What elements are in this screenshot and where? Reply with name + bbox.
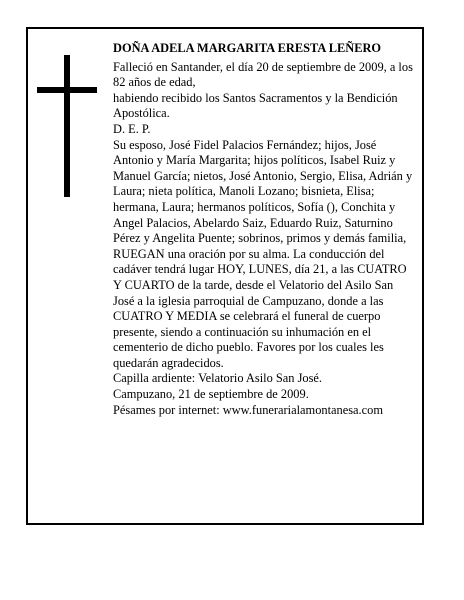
funeral-details: RUEGAN una oración por su alma. La conducción del cadáver tendrá lugar HOY, LUNES, día 21, a las CUATRO Y CUARTO de la tarde, desde el Velatorio del Asilo San José a la iglesia parroquial de Campuzano, donde a las CUATRO Y MEDIA se celebrará el funeral de cuerpo presente, siendo a continuación su inhumación en el cementerio de dicho pueblo. Favores por los cuales les quedarán agradecidos.: [113, 246, 407, 370]
family-list: Su esposo, José Fidel Palacios Fernández; hijos, José Antonio y María Margarita; hijos políticos, Isabel Ruiz y Manuel García; nietos, José Antonio, Sergio, Elisa, Adrián y Laura; nieta política, Manoli Lozano; bisnieta, Elisa; hermana, Laura; hermanos políticos, Sofía (), Conchita y Angel Palacios, Abelardo Saiz, Eduardo Ruiz, Saturnino Pérez y Angelita Puente; sobrinos, primos y demás familia,: [113, 137, 413, 246]
dep-line: D. E. P.: [113, 121, 151, 136]
cross-vertical-bar: [64, 55, 70, 197]
cross-horizontal-bar: [37, 87, 97, 93]
death-details: Falleció en Santander, el día 20 de septiembre de 2009, a los 82 años de edad,: [113, 59, 413, 90]
condolences-line: Pésames por internet: www.funerarialamontanesa.com: [113, 402, 383, 417]
obituary-text: [113, 41, 415, 418]
chapel-line: Capilla ardiente: Velatorio Asilo San José.: [113, 371, 322, 386]
deceased-name: DOÑA ADELA MARGARITA ERESTA LEÑERO: [113, 41, 382, 55]
sacraments-line: habiendo recibido los Santos Sacramentos y la Bendición Apostólica.: [113, 90, 398, 121]
place-date-line: Campuzano, 21 de septiembre de 2009.: [113, 387, 309, 402]
